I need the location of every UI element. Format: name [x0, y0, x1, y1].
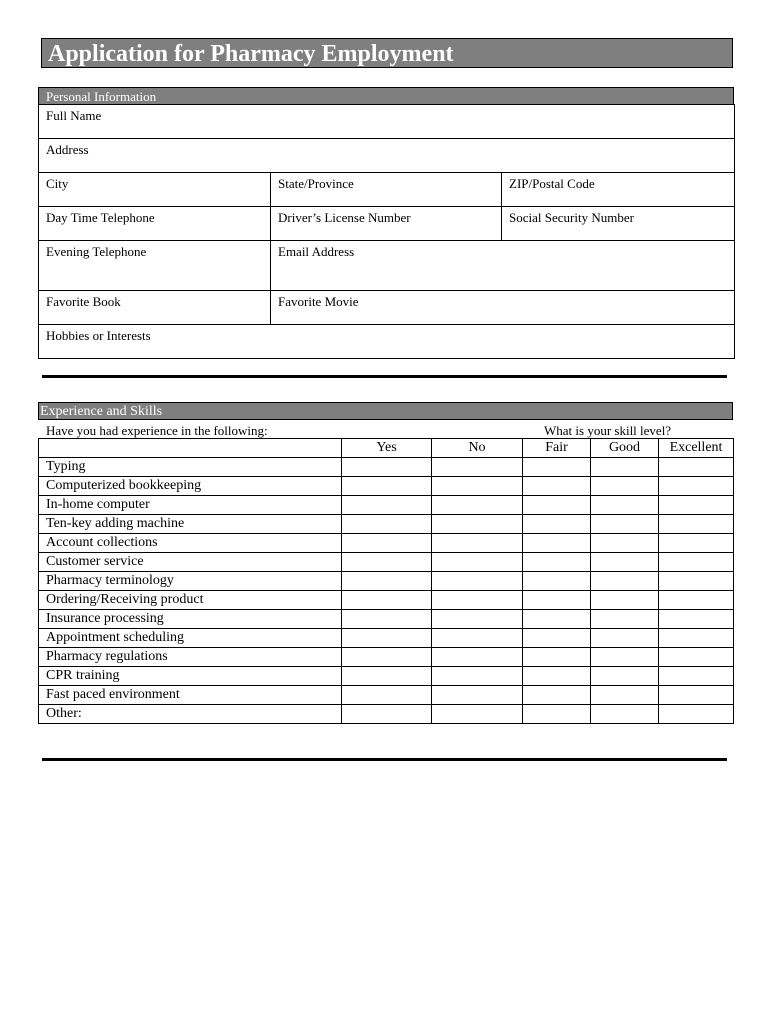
table-row [39, 629, 734, 648]
ssn-label: Social Security Number [509, 210, 634, 225]
good-checkbox-cell[interactable] [591, 591, 659, 610]
license-label: Driver’s License Number [278, 210, 411, 225]
fair-checkbox-cell[interactable] [523, 686, 591, 705]
yes-checkbox-cell[interactable] [342, 553, 432, 572]
no-checkbox-cell[interactable] [432, 496, 523, 515]
table-row [39, 572, 734, 591]
table-row [39, 477, 734, 496]
yes-column-header: Yes [342, 439, 432, 458]
personal-information-header: Personal Information [38, 87, 734, 105]
day-phone-label: Day Time Telephone [46, 210, 155, 225]
good-checkbox-cell[interactable] [591, 496, 659, 515]
yes-checkbox-cell[interactable] [342, 515, 432, 534]
excellent-checkbox-cell[interactable] [659, 705, 734, 724]
skill-item-label: Computerized bookkeeping [39, 477, 342, 496]
skill-item-label: Insurance processing [39, 610, 342, 629]
good-checkbox-cell[interactable] [591, 534, 659, 553]
zip-label: ZIP/Postal Code [509, 176, 595, 191]
yes-checkbox-cell[interactable] [342, 667, 432, 686]
state-field[interactable] [271, 173, 502, 207]
section-divider [42, 375, 727, 378]
excellent-checkbox-cell[interactable] [659, 477, 734, 496]
yes-checkbox-cell[interactable] [342, 534, 432, 553]
fair-checkbox-cell[interactable] [523, 705, 591, 724]
table-row [39, 458, 734, 477]
experience-question: Have you had experience in the following: [46, 423, 268, 438]
no-checkbox-cell[interactable] [432, 705, 523, 724]
full-name-field[interactable] [39, 105, 735, 139]
fair-checkbox-cell[interactable] [523, 496, 591, 515]
skill-item-label: Typing [39, 458, 342, 477]
fair-checkbox-cell[interactable] [523, 629, 591, 648]
skill-item-label: Other: [39, 705, 342, 724]
full-name-label: Full Name [46, 108, 102, 123]
good-checkbox-cell[interactable] [591, 572, 659, 591]
no-checkbox-cell[interactable] [432, 648, 523, 667]
good-checkbox-cell[interactable] [591, 648, 659, 667]
yes-checkbox-cell[interactable] [342, 477, 432, 496]
excellent-column-header: Excellent [659, 439, 734, 458]
table-row [39, 686, 734, 705]
skill-item-label: In-home computer [39, 496, 342, 515]
skill-level-question: What is your skill level? [544, 423, 672, 438]
license-field[interactable] [271, 207, 502, 241]
excellent-checkbox-cell[interactable] [659, 496, 734, 515]
no-checkbox-cell[interactable] [432, 553, 523, 572]
fair-checkbox-cell[interactable] [523, 591, 591, 610]
table-row [39, 667, 734, 686]
fair-column-header: Fair [523, 439, 591, 458]
fair-checkbox-cell[interactable] [523, 515, 591, 534]
excellent-checkbox-cell[interactable] [659, 667, 734, 686]
skill-item-label: Ordering/Receiving product [39, 591, 342, 610]
hobbies-field[interactable] [39, 325, 735, 359]
yes-checkbox-cell[interactable] [342, 591, 432, 610]
no-checkbox-cell[interactable] [432, 515, 523, 534]
excellent-checkbox-cell[interactable] [659, 553, 734, 572]
fair-checkbox-cell[interactable] [523, 648, 591, 667]
fair-checkbox-cell[interactable] [523, 477, 591, 496]
table-row [39, 705, 734, 724]
good-column-header: Good [591, 439, 659, 458]
skill-item-label: CPR training [39, 667, 342, 686]
zip-field[interactable] [502, 173, 735, 207]
address-label: Address [46, 142, 89, 157]
email-field[interactable] [271, 241, 735, 291]
yes-checkbox-cell[interactable] [342, 629, 432, 648]
no-checkbox-cell[interactable] [432, 686, 523, 705]
evening-phone-label: Evening Telephone [46, 244, 147, 259]
good-checkbox-cell[interactable] [591, 686, 659, 705]
excellent-checkbox-cell[interactable] [659, 591, 734, 610]
fair-checkbox-cell[interactable] [523, 553, 591, 572]
excellent-checkbox-cell[interactable] [659, 534, 734, 553]
favorite-movie-label: Favorite Movie [278, 294, 359, 309]
table-row [39, 648, 734, 667]
fair-checkbox-cell[interactable] [523, 534, 591, 553]
excellent-checkbox-cell[interactable] [659, 572, 734, 591]
skill-item-label: Account collections [39, 534, 342, 553]
skill-item-label: Pharmacy regulations [39, 648, 342, 667]
fair-checkbox-cell[interactable] [523, 572, 591, 591]
excellent-checkbox-cell[interactable] [659, 610, 734, 629]
fair-checkbox-cell[interactable] [523, 667, 591, 686]
address-field[interactable] [39, 139, 735, 173]
evening-phone-field[interactable] [39, 241, 271, 291]
ssn-field[interactable] [502, 207, 735, 241]
favorite-book-field[interactable] [39, 291, 271, 325]
table-row [39, 553, 734, 572]
fair-checkbox-cell[interactable] [523, 458, 591, 477]
yes-checkbox-cell[interactable] [342, 648, 432, 667]
email-label: Email Address [278, 244, 355, 259]
yes-checkbox-cell[interactable] [342, 458, 432, 477]
good-checkbox-cell[interactable] [591, 629, 659, 648]
day-phone-field[interactable] [39, 207, 271, 241]
excellent-checkbox-cell[interactable] [659, 686, 734, 705]
page-title: Application for Pharmacy Employment [41, 38, 733, 68]
no-checkbox-cell[interactable] [432, 458, 523, 477]
no-checkbox-cell[interactable] [432, 591, 523, 610]
good-checkbox-cell[interactable] [591, 458, 659, 477]
skill-item-label: Fast paced environment [39, 686, 342, 705]
no-checkbox-cell[interactable] [432, 572, 523, 591]
yes-checkbox-cell[interactable] [342, 686, 432, 705]
table-row [39, 496, 734, 515]
excellent-checkbox-cell[interactable] [659, 515, 734, 534]
no-checkbox-cell[interactable] [432, 629, 523, 648]
yes-checkbox-cell[interactable] [342, 496, 432, 515]
skill-item-label: Pharmacy terminology [39, 572, 342, 591]
state-label: State/Province [278, 176, 354, 191]
fair-checkbox-cell[interactable] [523, 610, 591, 629]
good-checkbox-cell[interactable] [591, 705, 659, 724]
excellent-checkbox-cell[interactable] [659, 648, 734, 667]
table-row [39, 610, 734, 629]
good-checkbox-cell[interactable] [591, 515, 659, 534]
no-column-header: No [432, 439, 523, 458]
personal-information-table [38, 104, 735, 359]
table-row [39, 591, 734, 610]
skill-item-label: Ten-key adding machine [39, 515, 342, 534]
favorite-book-label: Favorite Book [46, 294, 121, 309]
table-row [39, 515, 734, 534]
no-checkbox-cell[interactable] [432, 667, 523, 686]
section-divider [42, 758, 727, 761]
no-checkbox-cell[interactable] [432, 610, 523, 629]
yes-checkbox-cell[interactable] [342, 705, 432, 724]
city-field[interactable] [39, 173, 271, 207]
good-checkbox-cell[interactable] [591, 477, 659, 496]
yes-checkbox-cell[interactable] [342, 610, 432, 629]
good-checkbox-cell[interactable] [591, 553, 659, 572]
experience-table [38, 438, 734, 724]
favorite-movie-field[interactable] [271, 291, 735, 325]
skill-item-label: Customer service [39, 553, 342, 572]
no-checkbox-cell[interactable] [432, 534, 523, 553]
city-label: City [46, 176, 69, 191]
item-column-header [39, 439, 342, 458]
experience-skills-header: Experience and Skills [38, 402, 733, 420]
no-checkbox-cell[interactable] [432, 477, 523, 496]
hobbies-label: Hobbies or Interests [46, 328, 151, 343]
excellent-checkbox-cell[interactable] [659, 458, 734, 477]
yes-checkbox-cell[interactable] [342, 572, 432, 591]
good-checkbox-cell[interactable] [591, 667, 659, 686]
excellent-checkbox-cell[interactable] [659, 629, 734, 648]
good-checkbox-cell[interactable] [591, 610, 659, 629]
skill-item-label: Appointment scheduling [39, 629, 342, 648]
table-row [39, 534, 734, 553]
